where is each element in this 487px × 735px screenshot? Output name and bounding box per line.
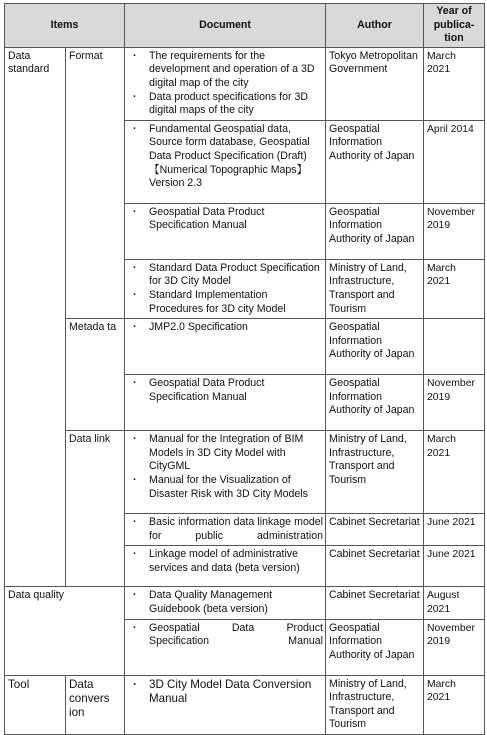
author-cell: Tokyo Metropolitan Government <box>326 47 424 120</box>
year-cell: November 2019 <box>424 203 485 259</box>
document-item: · The requirements for the development and operation of a 3D digital map of the city <box>125 50 323 91</box>
references-table <box>4 3 485 735</box>
author-cell: Geospatial Information Authority of Japan <box>326 319 424 375</box>
year-cell <box>424 319 485 375</box>
year-cell: March 2021 <box>424 675 485 734</box>
document-cell <box>125 259 326 318</box>
document-item: · Geospatial Data Product Specification Manual <box>125 377 323 404</box>
header-author: Author <box>326 4 424 48</box>
document-item: · Basic information data linkage model for public administration <box>125 516 323 543</box>
header-year <box>424 4 485 48</box>
document-item: · Data product specifications for 3D digital maps of the city <box>125 91 323 118</box>
author-cell: Cabinet Secretariat <box>326 587 424 619</box>
header-row <box>5 4 485 48</box>
subsection-data-conversion: Data convers ion <box>66 675 125 734</box>
document-cell <box>125 47 326 120</box>
document-item: · Standard Data Product Specification for 3D City Model <box>125 262 323 289</box>
author-cell: Cabinet Secretariat <box>326 546 424 587</box>
year-cell: August 2021 <box>424 587 485 619</box>
table-row <box>5 675 485 734</box>
document-item: · 3D City Model Data Conversion Manual <box>125 678 323 706</box>
document-item: · Geospatial Data Product Specification Manual <box>125 206 323 233</box>
year-cell: March 2021 <box>424 259 485 318</box>
subsection-metadata: Metada ta <box>66 319 125 431</box>
author-cell: Ministry of Land, Infrastructure, Transport and Tourism <box>326 431 424 514</box>
year-cell: June 2021 <box>424 546 485 587</box>
author-cell: Geospatial Information Authority of Japan <box>326 120 424 203</box>
document-item: · Manual for the Visualization of Disaster Risk with 3D City Models <box>125 474 323 501</box>
document-cell <box>125 203 326 259</box>
header-year-label: Year of publica-tion <box>433 5 475 45</box>
document-item: · Linkage model of administrative services and data (beta version) <box>125 548 323 575</box>
document-table-frame <box>4 3 484 731</box>
document-cell <box>125 587 326 619</box>
document-cell <box>125 619 326 675</box>
year-cell: November 2019 <box>424 375 485 431</box>
document-cell <box>125 375 326 431</box>
author-cell: Geospatial Information Authority of Japan <box>326 619 424 675</box>
year-cell: April 2014 <box>424 120 485 203</box>
document-cell <box>125 514 326 546</box>
document-cell <box>125 675 326 734</box>
table-row <box>5 319 485 375</box>
author-cell: Geospatial Information Authority of Japan <box>326 375 424 431</box>
subsection-format: Format <box>66 47 125 318</box>
header-items: Items <box>5 4 125 48</box>
document-cell <box>125 120 326 203</box>
table-row <box>5 47 485 120</box>
author-cell: Geospatial Information Authority of Japan <box>326 203 424 259</box>
section-data-quality: Data quality <box>5 587 125 675</box>
document-item: · Data Quality Management Guidebook (beta version) <box>125 589 323 616</box>
year-cell: June 2021 <box>424 514 485 546</box>
year-cell: March 2021 <box>424 431 485 514</box>
document-item: · Manual for the Integration of BIM Models in 3D City Model with CityGML <box>125 433 323 474</box>
document-item: · Geospatial Data Product Specification Manual <box>125 622 323 649</box>
year-cell: November 2019 <box>424 619 485 675</box>
document-cell <box>125 431 326 514</box>
subsection-data-link: Data link <box>66 431 125 587</box>
author-cell: Cabinet Secretariat <box>326 514 424 546</box>
table-row <box>5 587 485 619</box>
document-item: · Standard Implementation Procedures for 3D city Model <box>125 289 323 316</box>
year-cell: March 2021 <box>424 47 485 120</box>
document-item: · Fundamental Geospatial data, Source form database, Geospatial Data Product Specification (Draft) 【Numerical Topographic Maps】 Version 2.3 <box>125 123 323 191</box>
section-tool: Tool <box>5 675 66 734</box>
document-cell <box>125 319 326 375</box>
author-cell: Ministry of Land, Infrastructure, Transport and Tourism <box>326 259 424 318</box>
document-item: · JMP2.0 Specification <box>125 321 323 335</box>
document-cell <box>125 546 326 587</box>
table-row <box>5 431 485 514</box>
header-document: Document <box>125 4 326 48</box>
section-data-standard: Data standard <box>5 47 66 587</box>
author-cell: Ministry of Land, Infrastructure, Transport and Tourism <box>326 675 424 734</box>
